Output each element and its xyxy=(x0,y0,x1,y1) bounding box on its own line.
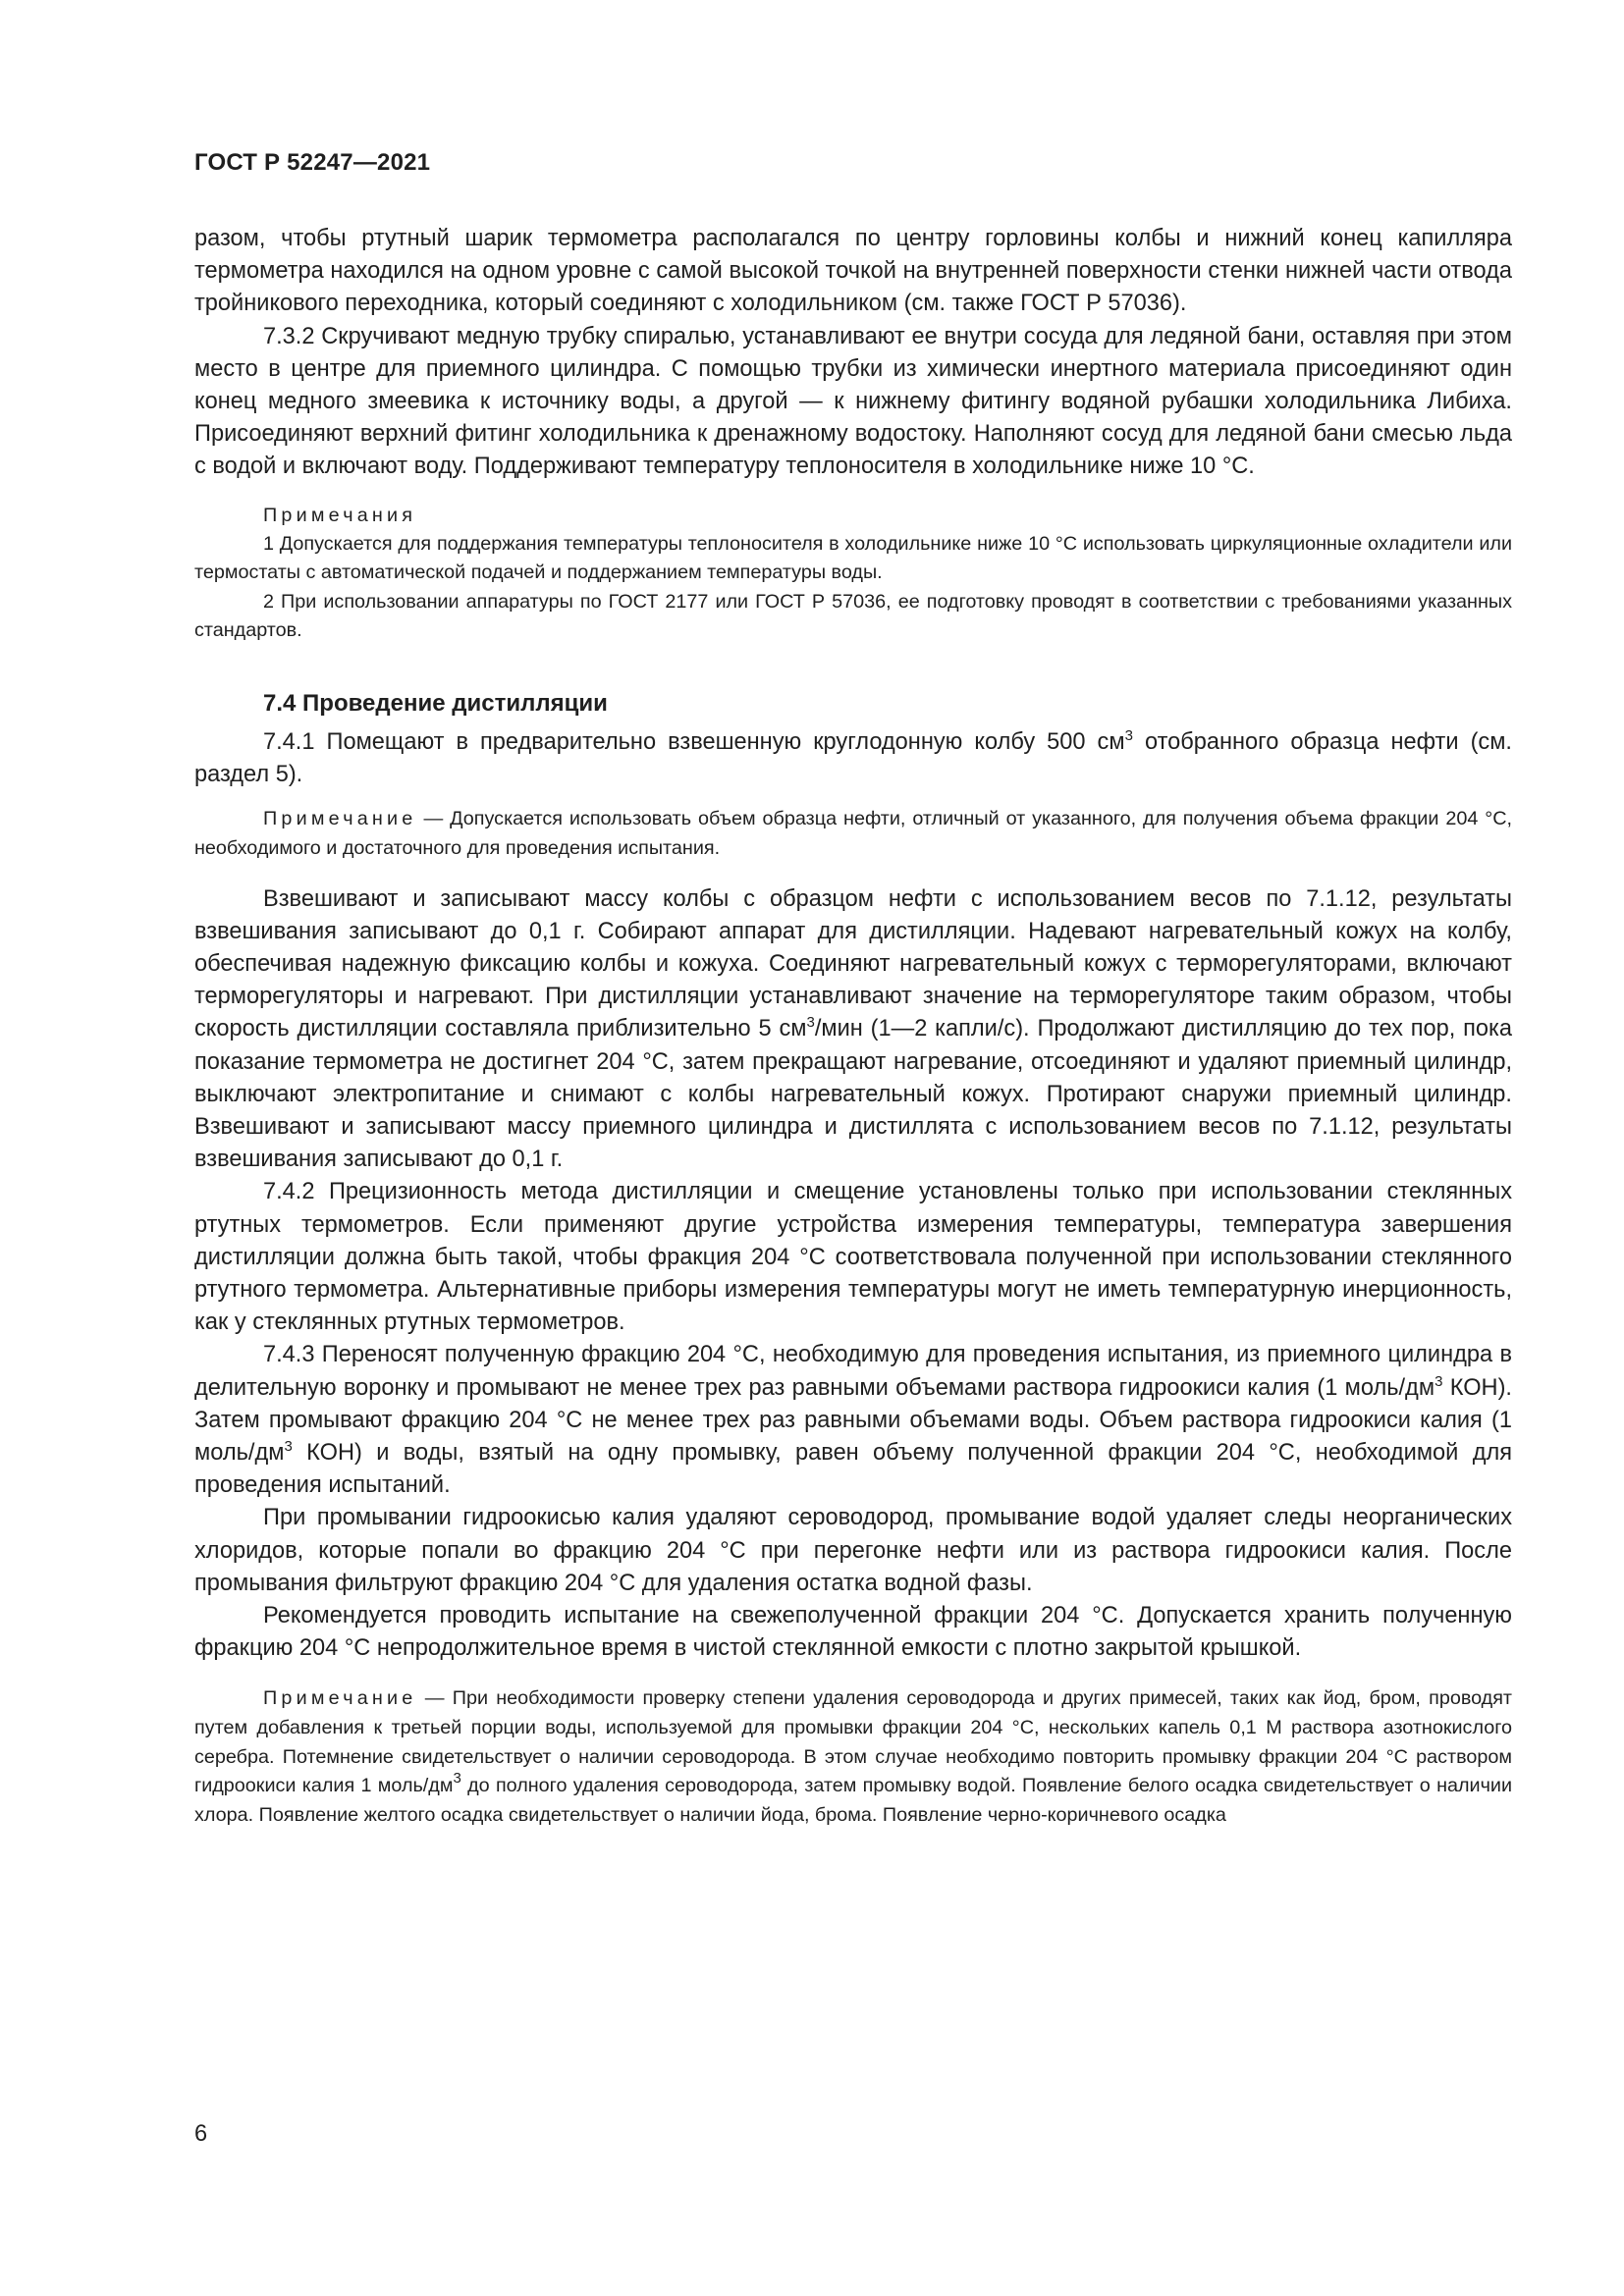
paragraph-washing: При промывании гидроокисью калия удаляют сероводород, промывание водой удаляет следы неорганических хлоридов, которые попали во фракцию 204 °С при перегонке нефти или из раствора гидроокиси калия. После промывания фильтруют фракцию 204 °С для удаления остатка водной фазы. xyxy=(194,1505,1512,1596)
note-1: 1 Допускается для поддержания температуры теплоносителя в холодильнике ниже 10 °С использовать циркуляционные охладители или термостаты с автоматической подачей и поддержанием температуры воды. xyxy=(194,532,1512,584)
paragraph-7-4-1 xyxy=(194,726,1512,791)
spacer xyxy=(194,791,1512,805)
superscript-cube: 3 xyxy=(453,1770,461,1788)
spacer xyxy=(194,864,1512,883)
paragraph-7-4-3 xyxy=(194,1339,1512,1502)
note-hydrogen-sulfide xyxy=(194,1684,1512,1830)
note-text-part-a: — При необходимости проверку степени удаления сероводорода и других примесей, таких как йод, бром, проводят путем добавления к третьей порции воды, используемой для промывки фракции 204 °С, нескольких капель 0,1 М раствора азотнокислого серебра. Потемнение свидетельствует о наличии сероводорода. В этом случае необходимо повторить промывку фракции 204 °С раствором гидроокиси калия 1 моль/дм xyxy=(194,1687,1512,1797)
paragraph-recommendation: Рекомендуется проводить испытание на свежеполученной фракции 204 °С. Допускается хранить полученную фракцию 204 °С непродолжительное время в чистой стеклянной емкости с плотно закрытой крышкой. xyxy=(194,1603,1512,1662)
paragraph-weighing-part-a: Взвешивают и записывают массу колбы с образцом нефти с использованием весов по 7.1.12, результаты взвешивания записывают до 0,1 г. Собирают аппарат для дистилляции. Надевают нагревательный кожух на колбу, обеспечивая надежную фиксацию колбы и кожуха. Соединяют нагревательный кожух с терморегуляторами, включают терморегуляторы и нагревают. При дистилляции устанавливают значение на терморегуляторе таким образом, чтобы скорость дистилляции составляла приблизительно 5 см xyxy=(194,885,1512,1042)
page-number: 6 xyxy=(194,2121,208,2147)
note-label: Примечание xyxy=(263,1687,417,1710)
superscript-cube: 3 xyxy=(1435,1372,1443,1390)
page-body xyxy=(194,223,1512,1830)
notes-title: Примечания xyxy=(263,504,417,526)
superscript-cube: 3 xyxy=(806,1014,815,1032)
note-label: Примечание xyxy=(263,808,417,830)
paragraph-weighing xyxy=(194,883,1512,1177)
note-2: 2 При использовании аппаратуры по ГОСТ 2177 или ГОСТ Р 57036, ее подготовку проводят в соответствии с требованиями указанных стандартов. xyxy=(194,590,1512,642)
standard-header: ГОСТ Р 52247—2021 xyxy=(194,149,431,176)
paragraph-7-4-1-part-b: отобранного образца нефти (см. раздел 5). xyxy=(194,729,1512,788)
spacer xyxy=(194,1665,1512,1684)
note-sample-volume xyxy=(194,805,1512,863)
section-heading-7-4: 7.4 Проведение дистилляции xyxy=(263,690,608,717)
paragraph-7-4-3-part-b: КОН). Затем промывают фракцию 204 °С не менее трех раз равными объемами воды. Объем раствора гидроокиси калия (1 моль/дм xyxy=(194,1374,1512,1467)
superscript-cube: 3 xyxy=(284,1438,293,1456)
paragraph-7-4-2: 7.4.2 Прецизионность метода дистилляции и смещение установлены только при использовании стеклянных ртутных термометров. Если применяют другие устройства измерения температуры, температура завершения дистилляции должна быть такой, чтобы фракция 204 °С соответствовала полученной при использовании стеклянного ртутного термометра. Альтернативные приборы измерения температуры могут не иметь температурную инерционность, как у стеклянных ртутных термометров. xyxy=(194,1179,1512,1336)
paragraph-weighing-part-b: /мин (1—2 капли/с). Продолжают дистилляцию до тех пор, пока показание термометра не достигнет 204 °С, затем прекращают нагревание, отсоединяют и удаляют приемный цилиндр, выключают электропитание и снимают с колбы нагревательный кожух. Протирают снаружи приемный цилиндр. Взвешивают и записывают массу приемного цилиндра и дистиллята с использованием весов по 7.1.12, результаты взвешивания записывают до 0,1 г. xyxy=(194,1016,1512,1173)
paragraph-7-4-1-part-a: 7.4.1 Помещают в предварительно взвешенную круглодонную колбу 500 см xyxy=(263,729,1125,755)
paragraph-7-4-3-part-a: 7.4.3 Переносят полученную фракцию 204 °С, необходимую для проведения испытания, из приемного цилиндра в делительную воронку и промывают не менее трех раз равными объемами раствора гидроокиси калия (1 моль/дм xyxy=(194,1342,1512,1401)
superscript-cube: 3 xyxy=(1124,727,1133,744)
note-text: — Допускается использовать объем образца нефти, отличный от указанного, для получения объема фракции 204 °С, необходимого и достаточного для проведения испытания. xyxy=(194,808,1512,859)
paragraph-7-4-3-part-c: КОН) и воды, взятый на одну промывку, равен объему полученной фракции 204 °С, необходимой для проведения испытаний. xyxy=(194,1440,1512,1499)
paragraph-continuation: разом, чтобы ртутный шарик термометра располагался по центру горловины колбы и нижний конец капилляра термометра находился на одном уровне с самой высокой точкой на внутренней поверхности стенки нижней части отвода тройникового переходника, который соединяют с холодильником (см. также ГОСТ Р 57036). xyxy=(194,226,1512,317)
note-text-part-b: до полного удаления сероводорода, затем промывку водой. Появление белого осадка свидетельствует о наличии хлора. Появление желтого осадка свидетельствует о наличии йода, брома. Появление черно-коричневого осадка xyxy=(194,1775,1512,1826)
paragraph-7-3-2: 7.3.2 Скручивают медную трубку спиралью, устанавливают ее внутри сосуда для ледяной бани, оставляя при этом место в центре для приемного цилиндра. С помощью трубки из химически инертного материала присоединяют один конец медного змеевика к источнику воды, а другой — к нижнему фитингу водяной рубашки холодильника Либиха. Присоединяют верхний фитинг холодильника к дренажному водостоку. Наполняют сосуд для ледяной бани смесью льда с водой и включают воду. Поддерживают температуру теплоносителя в холодильнике ниже 10 °С. xyxy=(194,323,1512,480)
